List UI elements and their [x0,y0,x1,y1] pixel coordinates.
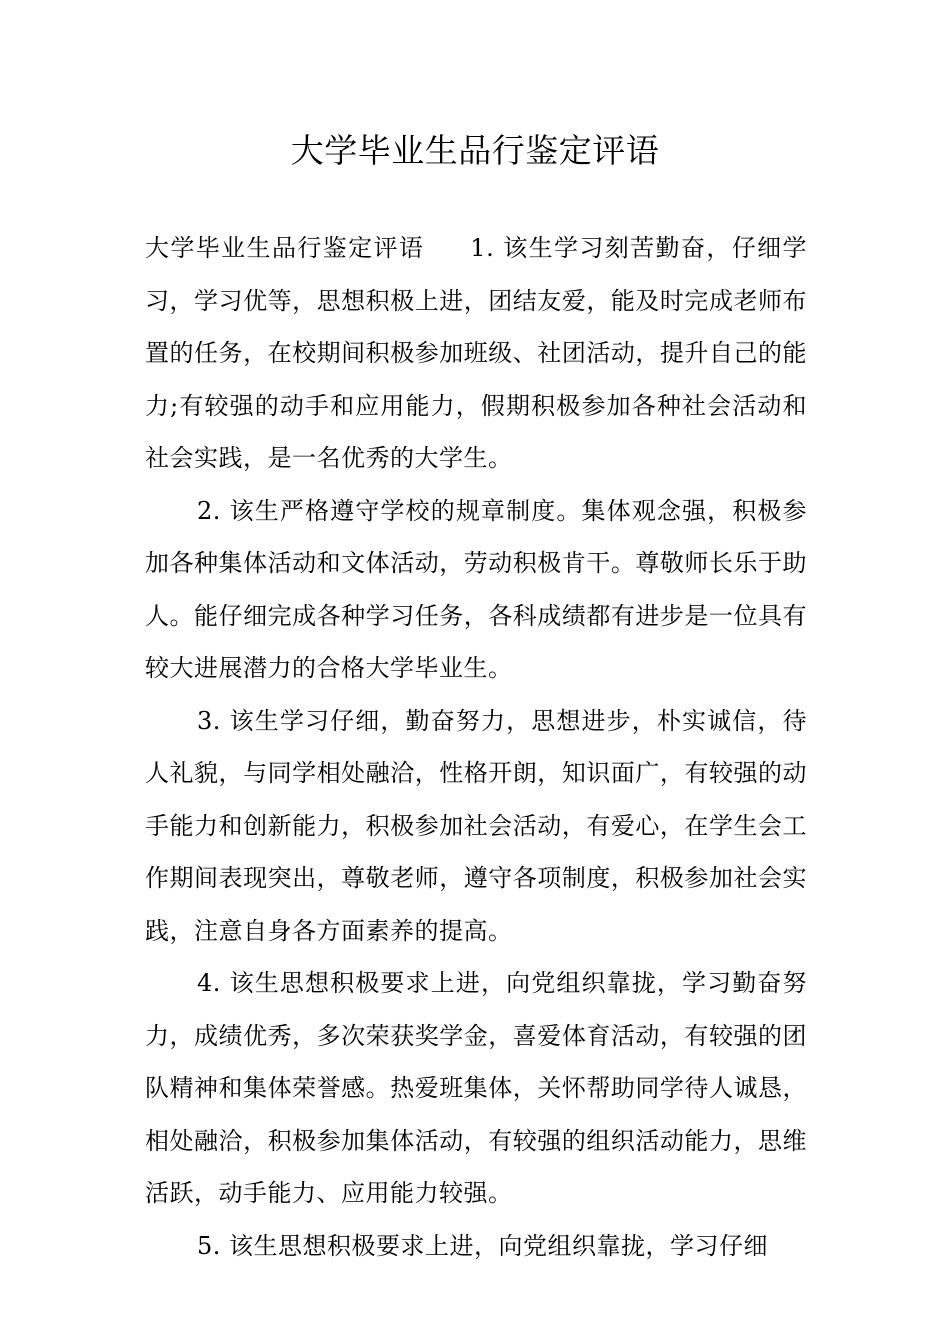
document-title: 大学毕业生品行鉴定评语 [290,131,660,170]
intro-label: 大学毕业生品行鉴定评语 [145,234,425,262]
paragraph-2: 2. 该生严格遵守学校的规章制度。集体观念强，积极参加各种集体活动和文体活动，劳动积极肯干。尊敬师长乐于助人。能仔细完成各种学习任务，各科成绩都有进步是一位具有较大进展潜力的合格大学毕业生。 [145,496,807,682]
paragraph-1-text: 1. 该生学习刻苦勤奋，仔细学习，学习优等，思想积极上进，团结友爱，能及时完成老师布置的任务，在校期间积极参加班级、社团活动，提升自己的能力;有较强的动手和应用能力，假期积极参加各种社会活动和社会实践，是一名优秀的大学生。 [145,234,808,472]
document-body [145,222,807,1272]
paragraph-1 [145,222,807,485]
paragraph-4: 4. 该生思想积极要求上进，向党组织靠拢，学习勤奋努力，成绩优秀，多次荣获奖学金，喜爱体育活动，有较强的团队精神和集体荣誉感。热爱班集体，关怀帮助同学待人诚恳，相处融洽，积极参加集体活动，有较强的组织活动能力，思维活跃，动手能力、应用能力较强。 [145,969,807,1207]
paragraph-5: 5. 该生思想积极要求上进，向党组织靠拢，学习仔细 [197,1231,769,1260]
paragraph-3: 3. 该生学习仔细，勤奋努力，思想进步，朴实诚信，待人礼貌，与同学相处融洽，性格开朗，知识面广，有较强的动手能力和创新能力，积极参加社会活动，有爱心，在学生会工作期间表现突出，尊敬老师，遵守各项制度，积极参加社会实践，注意自身各方面素养的提高。 [145,706,807,945]
